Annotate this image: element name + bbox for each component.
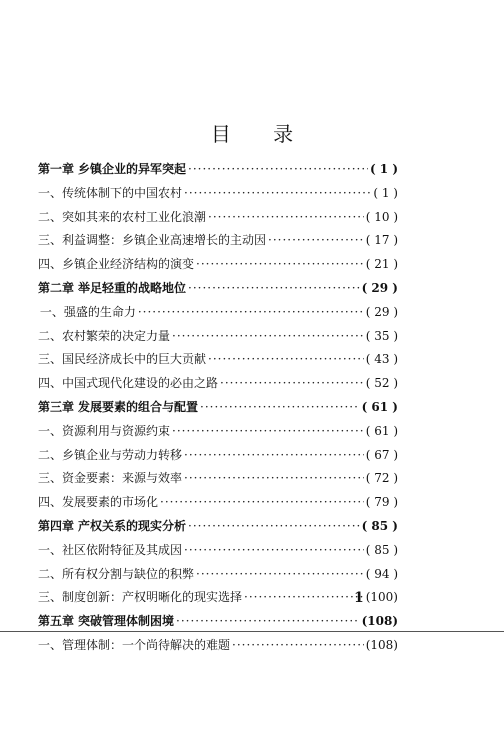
toc-entry-number: 四、	[38, 257, 63, 272]
toc-chapter-row	[38, 160, 398, 184]
toc-leader-dots	[208, 210, 364, 224]
toc-entry-title: 所有权分割与缺位的积弊	[62, 566, 195, 581]
toc-entry-number: 一、	[39, 304, 64, 319]
toc-leader-dots	[138, 305, 364, 319]
toc-entry-title: 突如其来的农村工业化浪潮	[62, 209, 207, 224]
toc-section-row	[38, 588, 398, 612]
toc-leader-dots	[188, 519, 360, 533]
toc-entry-title: 产权关系的现实分析	[78, 518, 187, 533]
toc-entry-page: (108)	[365, 637, 398, 652]
toc-entry-title: 乡镇企业的异军突起	[78, 162, 187, 176]
toc-entry-title: 国民经济成长中的巨大贡献	[62, 352, 207, 367]
toc-entry-page: ( 85 )	[365, 542, 398, 557]
toc-chapter-row	[38, 517, 398, 541]
toc-leader-dots	[184, 543, 364, 557]
toc-section-row	[38, 541, 398, 565]
toc-entry-number: 二、	[38, 328, 63, 343]
toc-leader-dots	[188, 162, 368, 176]
toc-leader-dots	[196, 567, 364, 581]
toc-entry-title: 社区依附特征及其成因	[62, 542, 183, 557]
toc-entry-number: 二、	[38, 566, 63, 581]
toc-entry-title: 传统体制下的中国农村	[62, 185, 183, 200]
toc-entry-title: 资金要素：来源与效率	[62, 471, 183, 486]
toc-entry-number: 三、	[38, 233, 63, 248]
toc-entry-title: 发展要素的市场化	[62, 495, 159, 510]
toc-leader-dots	[220, 376, 364, 390]
toc-entry-page: ( 29 )	[365, 304, 398, 319]
toc-entry-title: 突破管理体制困境	[78, 614, 175, 629]
toc-entry-number: 四、	[38, 376, 63, 391]
toc-entry-number: 第一章	[38, 162, 75, 176]
toc-entry-number: 二、	[38, 447, 63, 462]
toc-leader-dots	[172, 424, 364, 438]
toc-chapter-row	[38, 398, 398, 422]
toc-leader-dots	[184, 186, 371, 200]
toc-section-row	[38, 255, 398, 279]
toc-entry-page: ( 61 )	[365, 423, 398, 438]
toc-entry-page: ( 35 )	[365, 328, 398, 343]
toc-section-row	[38, 636, 398, 660]
toc-entry-page: ( 67 )	[365, 447, 398, 462]
toc-entry-number: 三、	[38, 352, 63, 367]
toc-entry-number: 第四章	[38, 518, 75, 533]
toc-entry-page: ( 10 )	[365, 209, 398, 224]
toc-entry-page: ( 1 )	[369, 162, 398, 176]
toc-entry-page: ( 21 )	[365, 257, 398, 272]
toc-leader-dots	[184, 471, 364, 485]
toc-section-row	[38, 469, 398, 493]
page-number: 1	[354, 590, 364, 606]
toc-entry-number: 第二章	[38, 280, 75, 295]
toc-section-row	[38, 493, 398, 517]
toc-entry-title: 管理体制：一个尚待解决的难题	[62, 637, 231, 652]
toc-entry-number: 第五章	[38, 614, 75, 629]
toc-leader-dots	[196, 257, 364, 271]
toc-section-row	[38, 565, 398, 589]
toc-entry-title: 发展要素的组合与配置	[78, 399, 199, 414]
toc-entry-page: (100)	[365, 590, 398, 605]
toc-entry-number: 三、	[38, 471, 63, 486]
toc-entry-title: 强盛的生命力	[63, 304, 136, 319]
toc-leader-dots	[176, 614, 360, 628]
toc-entry-title: 乡镇企业经济结构的演变	[62, 257, 195, 272]
toc-entry-page: ( 61 )	[361, 399, 398, 414]
toc-entry-page: ( 43 )	[365, 352, 398, 367]
toc-leader-dots	[184, 448, 364, 462]
toc-entry-page: ( 52 )	[365, 376, 398, 391]
toc-leader-dots	[208, 352, 364, 366]
toc-section-row	[38, 350, 398, 374]
toc-chapter-row	[38, 612, 398, 636]
toc-entry-title: 举足轻重的战略地位	[78, 280, 187, 295]
toc-leader-dots	[244, 590, 364, 604]
toc-entry-number: 一、	[38, 185, 63, 200]
toc-entry-number: 三、	[38, 590, 63, 605]
toc-leader-dots	[188, 281, 360, 295]
toc-entry-title: 农村繁荣的决定力量	[62, 328, 171, 343]
toc-entry-title: 利益调整：乡镇企业高速增长的主动因	[62, 233, 267, 248]
toc-section-row	[38, 422, 398, 446]
toc-entry-title: 资源利用与资源约束	[62, 423, 171, 438]
toc-entry-page: ( 1 )	[373, 185, 398, 200]
bottom-rule	[0, 631, 504, 632]
toc-section-row	[38, 303, 398, 327]
toc-section-row	[38, 446, 398, 470]
toc-entry-page: ( 79 )	[365, 495, 398, 510]
toc-leader-dots	[160, 495, 364, 509]
toc-entry-number: 一、	[38, 637, 63, 652]
toc-entry-number: 第三章	[38, 399, 75, 414]
toc-entry-number: 一、	[38, 542, 63, 557]
page-title: 目 录	[210, 122, 312, 146]
toc-section-row	[38, 231, 398, 255]
toc-leader-dots	[232, 638, 364, 652]
toc-section-row	[38, 327, 398, 351]
toc-entry-page: ( 94 )	[365, 566, 398, 581]
toc-entry-page: ( 72 )	[365, 471, 398, 486]
toc-entry-number: 二、	[38, 209, 63, 224]
toc-leader-dots	[172, 329, 364, 343]
toc-section-row	[38, 184, 398, 208]
toc-leader-dots	[268, 233, 364, 247]
toc-section-row	[38, 208, 398, 232]
toc-chapter-row	[38, 279, 398, 303]
toc-entry-page: ( 17 )	[365, 233, 398, 248]
toc-entry-number: 四、	[38, 495, 63, 510]
toc-leader-dots	[200, 400, 360, 414]
toc-entry-number: 一、	[38, 423, 63, 438]
table-of-contents	[38, 160, 398, 660]
toc-entry-title: 中国式现代化建设的必由之路	[62, 376, 219, 391]
toc-entry-page: ( 85 )	[361, 518, 398, 533]
toc-entry-title: 乡镇企业与劳动力转移	[62, 447, 183, 462]
toc-entry-page: ( 29 )	[361, 280, 398, 295]
toc-entry-page: (108)	[361, 614, 398, 629]
toc-section-row	[38, 374, 398, 398]
toc-entry-title: 制度创新：产权明晰化的现实选择	[62, 590, 243, 605]
